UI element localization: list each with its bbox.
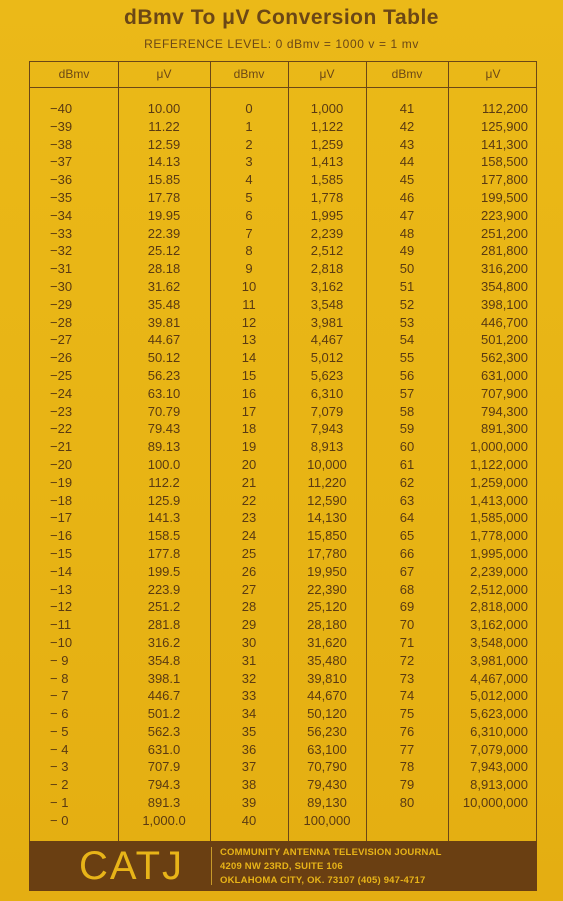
table-cell: 22 [241, 492, 257, 508]
table-cell: 24 [241, 528, 257, 544]
table-cell: 1,000.0 [142, 812, 186, 828]
table-cell: 5,623,000 [470, 706, 528, 722]
table-cell: 49 [399, 243, 415, 259]
table-cell: 50,120 [307, 706, 347, 722]
table-cell: 62 [399, 474, 415, 490]
table-cell: 22.39 [147, 225, 181, 241]
table-cell: 1,995,000 [470, 545, 528, 561]
table-cell: 398.1 [147, 670, 181, 686]
table-cell: − 7 [50, 688, 69, 704]
table-cell: 707,900 [481, 385, 528, 401]
column-dbmv-1 [30, 100, 118, 830]
table-cell: 65 [399, 528, 415, 544]
table-cell: 4,467,000 [470, 670, 528, 686]
table-cell: 5,012 [310, 350, 344, 366]
table-cell: 44,670 [307, 688, 347, 704]
header-dbmv-3: dBmv [391, 67, 423, 81]
table-cell: 17 [241, 403, 257, 419]
table-cell: 12,590 [307, 492, 347, 508]
table-cell: 23 [241, 510, 257, 526]
table-cell: 35.48 [147, 296, 181, 312]
table-cell: 89.13 [147, 439, 181, 455]
table-cell: 177.8 [147, 545, 181, 561]
table-cell: 5 [245, 189, 253, 205]
table-cell: −16 [50, 528, 73, 544]
table-cell: 71 [399, 634, 415, 650]
table-cell: −14 [50, 563, 73, 579]
table-cell: −11 [50, 617, 72, 633]
table-cell: 446,700 [481, 314, 528, 330]
table-cell: 56.23 [147, 367, 181, 383]
table-cell: 32 [241, 670, 257, 686]
table-cell: −32 [50, 243, 73, 259]
table-cell: 28 [241, 599, 257, 615]
table-cell: 562.3 [147, 723, 181, 739]
table-cell: 44.67 [147, 332, 181, 348]
column-dbmv-3 [366, 100, 448, 812]
table-cell: 14.13 [147, 154, 181, 170]
table-cell: 177,800 [481, 172, 528, 188]
table-cell: 251.2 [147, 599, 181, 615]
table-cell: −30 [50, 278, 73, 294]
table-cell: 7,943,000 [470, 759, 528, 775]
table-cell: −31 [50, 261, 73, 277]
table-cell: 38 [241, 777, 257, 793]
table-cell: −15 [50, 545, 73, 561]
header-uv-1: μV [156, 67, 172, 81]
table-cell: 354,800 [481, 278, 528, 294]
table-cell: 1,995 [310, 207, 344, 223]
table-cell: 73 [399, 670, 415, 686]
table-cell: 40 [241, 812, 257, 828]
table-cell: 10,000 [307, 456, 347, 472]
table-cell: 25 [241, 545, 257, 561]
table-cell: −28 [50, 314, 73, 330]
table-cell: 39,810 [307, 670, 347, 686]
column-uv-3 [448, 100, 538, 812]
table-cell: 79 [399, 777, 415, 793]
table-cell: −36 [50, 172, 73, 188]
table-cell: 61 [399, 456, 415, 472]
table-cell: − 8 [50, 670, 69, 686]
table-cell: 19.95 [147, 207, 181, 223]
table-cell: 10.00 [147, 101, 181, 116]
table-cell: 5,623 [310, 367, 344, 383]
table-cell: 39.81 [147, 314, 181, 330]
table-cell: 11,220 [307, 474, 347, 490]
table-cell: 125.9 [147, 492, 181, 508]
table-cell: −17 [50, 510, 73, 526]
table-cell: 1,259 [310, 136, 344, 152]
table-cell: 125,900 [481, 118, 528, 134]
table-cell: 79.43 [147, 421, 181, 437]
table-cell: −13 [50, 581, 73, 597]
table-cell: 7,943 [310, 421, 344, 437]
table-cell: 69 [399, 599, 415, 615]
table-cell: 316.2 [147, 634, 181, 650]
table-cell: 75 [399, 706, 415, 722]
table-cell: − 9 [50, 652, 69, 668]
table-cell: 70 [399, 617, 415, 633]
table-cell: 16 [241, 385, 257, 401]
table-cell: 12 [241, 314, 257, 330]
table-cell: 223.9 [147, 581, 181, 597]
table-cell: − 3 [50, 759, 69, 775]
table-cell: 4 [245, 172, 253, 188]
table-cell: −34 [50, 207, 73, 223]
table-cell: 316,200 [481, 261, 528, 277]
table-cell: 43 [399, 136, 415, 152]
table-cell: 8 [245, 243, 253, 259]
table-cell: 41 [399, 101, 415, 116]
table-cell: 2,239 [310, 225, 344, 241]
table-cell: 281,800 [481, 243, 528, 259]
table-cell: 631.0 [147, 741, 181, 757]
table-cell: 59 [399, 421, 415, 437]
table-cell: −33 [50, 225, 73, 241]
table-cell: 10 [241, 278, 257, 294]
table-cell: −12 [50, 599, 73, 615]
table-cell: 18 [241, 421, 257, 437]
table-cell: 46 [399, 189, 415, 205]
table-cell: 398,100 [481, 296, 528, 312]
table-cell: 54 [399, 332, 415, 348]
table-cell: −24 [50, 385, 73, 401]
table-cell: 6,310 [310, 385, 344, 401]
table-cell: − 5 [50, 723, 69, 739]
table-cell: −38 [50, 136, 73, 152]
table-cell: −35 [50, 189, 73, 205]
table-cell: 354.8 [147, 652, 181, 668]
table-cell: 58 [399, 403, 415, 419]
conversion-table [29, 61, 537, 842]
column-uv-1 [118, 100, 210, 830]
table-cell: 1,122 [310, 118, 344, 134]
table-cell: 19 [241, 439, 257, 455]
table-cell: 2 [245, 136, 253, 152]
table-cell: 25,120 [307, 599, 347, 615]
table-cell: 68 [399, 581, 415, 597]
table-cell: 7 [245, 225, 253, 241]
header-uv-3: μV [485, 67, 501, 81]
table-cell: 50.12 [147, 350, 181, 366]
table-cell: 141,300 [481, 136, 528, 152]
table-cell: 1,413,000 [470, 492, 528, 508]
table-cell: 76 [399, 723, 415, 739]
table-cell: 2,818,000 [470, 599, 528, 615]
table-cell: 1,413 [310, 154, 344, 170]
table-cell: 141.3 [147, 510, 181, 526]
table-cell: 8,913,000 [470, 777, 528, 793]
table-cell: 15.85 [147, 172, 181, 188]
table-cell: −25 [50, 367, 73, 383]
table-cell: 4,467 [310, 332, 344, 348]
table-cell: 1,585,000 [470, 510, 528, 526]
table-cell: 562,300 [481, 350, 528, 366]
header-dbmv-1: dBmv [58, 67, 90, 81]
table-cell: 11 [242, 296, 256, 312]
table-cell: 80 [399, 795, 415, 811]
table-cell: 36 [241, 741, 257, 757]
table-cell: 112,200 [481, 101, 528, 116]
table-cell: 3,981 [310, 314, 344, 330]
table-cell: − 0 [50, 812, 69, 828]
column-uv-2 [288, 100, 366, 830]
table-cell: 5,012,000 [470, 688, 528, 704]
table-cell: 13 [241, 332, 257, 348]
table-cell: 74 [399, 688, 415, 704]
table-cell: −18 [50, 492, 73, 508]
table-cell: 794,300 [481, 403, 528, 419]
publisher-city: OKLAHOMA CITY, OK. 73107 (405) 947-4717 [220, 875, 426, 886]
publisher-footer [29, 841, 537, 891]
table-cell: 1,778 [310, 189, 344, 205]
page-title: dBmv To μV Conversion Table [124, 6, 439, 29]
header-uv-2: μV [319, 67, 335, 81]
table-cell: 17,780 [307, 545, 347, 561]
table-cell: −19 [50, 474, 73, 490]
table-cell: 891.3 [147, 795, 181, 811]
table-cell: 1,000,000 [470, 439, 528, 455]
reference-level-subtitle: REFERENCE LEVEL: 0 dBmv = 1000 v = 1 mv [144, 37, 419, 51]
header-dbmv-2: dBmv [233, 67, 265, 81]
table-cell: 1 [245, 118, 253, 134]
table-cell: − 6 [50, 706, 69, 722]
table-cell: 1,000 [310, 101, 344, 116]
table-cell: 2,239,000 [470, 563, 528, 579]
table-cell: 0 [245, 101, 253, 116]
table-cell: 14,130 [307, 510, 347, 526]
table-cell: 2,512,000 [470, 581, 528, 597]
table-cell: 70,790 [307, 759, 347, 775]
table-cell: −39 [50, 118, 73, 134]
table-cell: 52 [399, 296, 415, 312]
table-cell: 3,981,000 [470, 652, 528, 668]
table-cell: 51 [399, 278, 415, 294]
table-cell: 29 [241, 617, 257, 633]
table-cell: 11.22 [148, 118, 180, 134]
table-cell: 7,079 [310, 403, 344, 419]
table-cell: 100,000 [303, 812, 351, 828]
table-cell: − 2 [50, 777, 69, 793]
table-cell: − 4 [50, 741, 69, 757]
table-cell: 30 [241, 634, 257, 650]
table-cell: 3,548,000 [470, 634, 528, 650]
table-cell: 446.7 [147, 688, 181, 704]
table-cell: 89,130 [307, 795, 347, 811]
table-cell: −37 [50, 154, 73, 170]
table-cell: 35,480 [307, 652, 347, 668]
table-cell: 31.62 [147, 278, 181, 294]
table-header-row [30, 62, 536, 88]
table-cell: 60 [399, 439, 415, 455]
table-cell: 8,913 [310, 439, 344, 455]
table-cell: 794.3 [147, 777, 181, 793]
table-cell: 57 [399, 385, 415, 401]
table-cell: 63,100 [307, 741, 347, 757]
table-cell: 27 [241, 581, 257, 597]
table-cell: 158.5 [147, 528, 181, 544]
table-cell: 28.18 [147, 261, 181, 277]
table-cell: 22,390 [307, 581, 347, 597]
table-cell: −22 [50, 421, 73, 437]
table-cell: 17.78 [147, 189, 181, 205]
table-cell: 12.59 [147, 136, 181, 152]
table-cell: −26 [50, 350, 73, 366]
table-cell: 707.9 [147, 759, 181, 775]
table-cell: 45 [399, 172, 415, 188]
table-cell: 2,512 [310, 243, 344, 259]
table-cell: 33 [241, 688, 257, 704]
table-cell: 34 [241, 706, 257, 722]
table-cell: 39 [241, 795, 257, 811]
table-cell: 281.8 [147, 617, 181, 633]
table-cell: −27 [50, 332, 73, 348]
table-cell: 14 [241, 350, 257, 366]
table-cell: 1,585 [310, 172, 344, 188]
table-cell: 50 [399, 261, 415, 277]
table-cell: −20 [50, 456, 73, 472]
table-cell: 77 [399, 741, 415, 757]
table-cell: 112.2 [148, 474, 180, 490]
catj-logo: CATJ [79, 844, 185, 888]
table-cell: 28,180 [307, 617, 347, 633]
table-cell: 63 [399, 492, 415, 508]
table-cell: 37 [241, 759, 257, 775]
table-cell: 199,500 [481, 189, 528, 205]
table-cell: 158,500 [481, 154, 528, 170]
table-cell: 20 [241, 456, 257, 472]
table-cell: 79,430 [307, 777, 347, 793]
table-cell: 63.10 [147, 385, 181, 401]
table-cell: 42 [399, 118, 415, 134]
table-cell: 7,079,000 [470, 741, 528, 757]
table-cell: 1,778,000 [470, 528, 528, 544]
table-cell: 3,548 [310, 296, 344, 312]
table-cell: 3,162 [310, 278, 344, 294]
table-cell: 9 [245, 261, 253, 277]
table-cell: 223,900 [481, 207, 528, 223]
table-cell: 78 [399, 759, 415, 775]
table-cell: −10 [50, 634, 73, 650]
table-cell: 25.12 [147, 243, 181, 259]
table-cell: 47 [399, 207, 415, 223]
column-dbmv-2 [210, 100, 288, 830]
table-cell: 48 [399, 225, 415, 241]
table-cell: 44 [399, 154, 415, 170]
table-cell: 67 [399, 563, 415, 579]
table-cell: 501,200 [481, 332, 528, 348]
table-cell: 6 [245, 207, 253, 223]
table-cell: −21 [50, 439, 73, 455]
table-cell: 31 [241, 652, 257, 668]
table-cell: 3,162,000 [470, 617, 528, 633]
publisher-name: COMMUNITY ANTENNA TELEVISION JOURNAL [220, 847, 442, 858]
table-cell: 1,259,000 [470, 474, 528, 490]
table-cell: 501.2 [147, 706, 181, 722]
table-cell: 251,200 [481, 225, 528, 241]
table-cell: 66 [399, 545, 415, 561]
table-cell: 15 [241, 367, 257, 383]
table-cell: − 1 [50, 795, 69, 811]
table-cell: 6,310,000 [470, 723, 528, 739]
table-cell: 56,230 [307, 723, 347, 739]
footer-divider [211, 847, 212, 885]
table-cell: 3 [245, 154, 253, 170]
table-cell: 35 [241, 723, 257, 739]
table-cell: −23 [50, 403, 73, 419]
publisher-street: 4209 NW 23RD, SUITE 106 [220, 861, 343, 872]
table-cell: 10,000,000 [462, 795, 528, 811]
table-cell: −40 [50, 101, 73, 116]
table-cell: 72 [399, 652, 415, 668]
table-cell: 21 [241, 474, 257, 490]
table-cell: −29 [50, 296, 73, 312]
table-cell: 26 [241, 563, 257, 579]
table-cell: 100.0 [147, 456, 181, 472]
table-cell: 64 [399, 510, 415, 526]
table-cell: 56 [399, 367, 415, 383]
table-cell: 631,000 [481, 367, 528, 383]
table-cell: 199.5 [147, 563, 181, 579]
table-cell: 70.79 [147, 403, 181, 419]
table-cell: 1,122,000 [470, 456, 528, 472]
table-cell: 31,620 [307, 634, 347, 650]
table-cell: 19,950 [307, 563, 347, 579]
table-cell: 891,300 [481, 421, 528, 437]
table-cell: 53 [399, 314, 415, 330]
table-cell: 55 [399, 350, 415, 366]
table-cell: 15,850 [307, 528, 347, 544]
table-cell: 2,818 [310, 261, 344, 277]
